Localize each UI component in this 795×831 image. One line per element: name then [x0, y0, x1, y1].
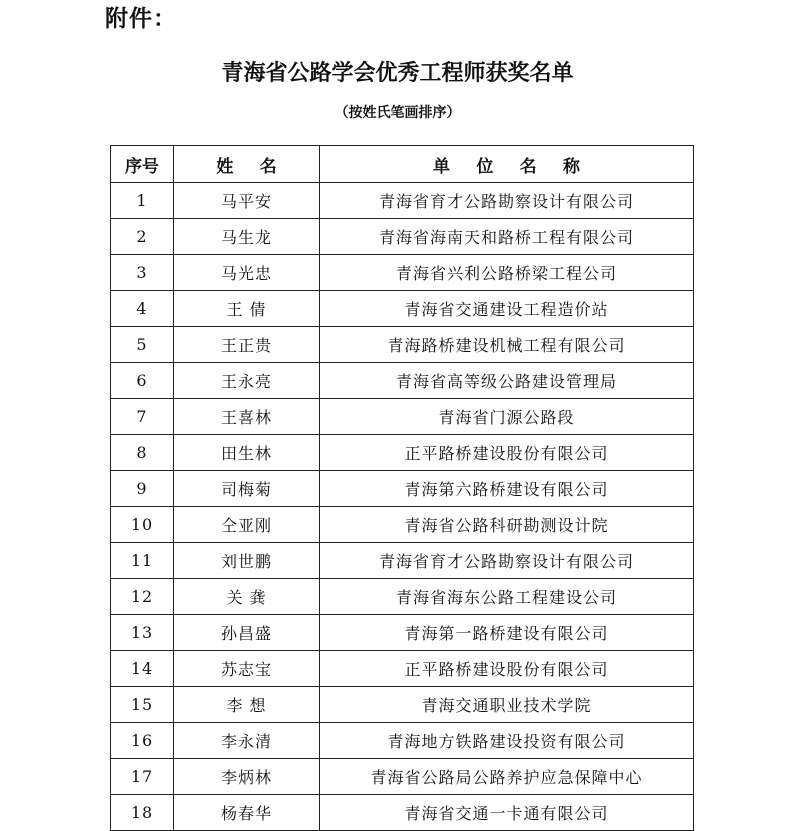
- unit-cell: 青海省交通建设工程造价站: [320, 291, 694, 327]
- serial-cell: 18: [111, 795, 174, 831]
- name-cell: 关 龚: [174, 579, 320, 615]
- unit-cell: 正平路桥建设股份有限公司: [320, 651, 694, 687]
- unit-cell: 青海省门源公路段: [320, 399, 694, 435]
- table-row: [111, 471, 694, 507]
- unit-cell: 青海地方铁路建设投资有限公司: [320, 723, 694, 759]
- unit-cell: 青海交通职业技术学院: [320, 687, 694, 723]
- serial-cell: 5: [111, 327, 174, 363]
- serial-cell: 14: [111, 651, 174, 687]
- serial-cell: 3: [111, 255, 174, 291]
- serial-cell: 11: [111, 543, 174, 579]
- name-cell: 刘世鹏: [174, 543, 320, 579]
- name-cell: 田生林: [174, 435, 320, 471]
- table-row: [111, 399, 694, 435]
- serial-cell: 15: [111, 687, 174, 723]
- name-cell: 王永亮: [174, 363, 320, 399]
- table-row: [111, 615, 694, 651]
- serial-cell: 8: [111, 435, 174, 471]
- name-cell: 司梅菊: [174, 471, 320, 507]
- unit-cell: 青海省海南天和路桥工程有限公司: [320, 219, 694, 255]
- name-cell: 王正贵: [174, 327, 320, 363]
- unit-cell: 青海省公路局公路养护应急保障中心: [320, 759, 694, 795]
- unit-cell: 青海省交通一卡通有限公司: [320, 795, 694, 831]
- table-row: [111, 579, 694, 615]
- name-cell: 马平安: [174, 183, 320, 219]
- name-cell: 李 想: [174, 687, 320, 723]
- document-title: 青海省公路学会优秀工程师获奖名单: [221, 61, 574, 86]
- name-cell: 苏志宝: [174, 651, 320, 687]
- name-cell: 仝亚刚: [174, 507, 320, 543]
- serial-cell: 7: [111, 399, 174, 435]
- serial-cell: 13: [111, 615, 174, 651]
- table-header-row: [111, 146, 694, 183]
- unit-cell: 青海第六路桥建设有限公司: [320, 471, 694, 507]
- serial-cell: 2: [111, 219, 174, 255]
- unit-cell: 青海省公路科研勘测设计院: [320, 507, 694, 543]
- table-row: [111, 183, 694, 219]
- serial-cell: 1: [111, 183, 174, 219]
- serial-cell: 17: [111, 759, 174, 795]
- table-row: [111, 363, 694, 399]
- name-cell: 孙昌盛: [174, 615, 320, 651]
- unit-cell: 正平路桥建设股份有限公司: [320, 435, 694, 471]
- column-header-unit: 单 位 名 称: [320, 146, 694, 183]
- name-cell: 杨春华: [174, 795, 320, 831]
- attachment-label: 附件：: [105, 6, 177, 32]
- unit-cell: 青海省育才公路勘察设计有限公司: [320, 183, 694, 219]
- table-row: [111, 543, 694, 579]
- serial-cell: 12: [111, 579, 174, 615]
- unit-cell: 青海省高等级公路建设管理局: [320, 363, 694, 399]
- name-cell: 马生龙: [174, 219, 320, 255]
- table-row: [111, 435, 694, 471]
- unit-cell: 青海第一路桥建设有限公司: [320, 615, 694, 651]
- table-row: [111, 507, 694, 543]
- name-cell: 王喜林: [174, 399, 320, 435]
- document-subtitle: （按姓氏笔画排序）: [334, 105, 461, 121]
- column-header-name: 姓 名: [174, 146, 320, 183]
- serial-cell: 6: [111, 363, 174, 399]
- table-row: [111, 651, 694, 687]
- serial-cell: 4: [111, 291, 174, 327]
- table-row: [111, 723, 694, 759]
- table-row: [111, 291, 694, 327]
- column-header-serial: 序号: [111, 146, 174, 183]
- name-cell: 李炳林: [174, 759, 320, 795]
- table-row: [111, 219, 694, 255]
- serial-cell: 16: [111, 723, 174, 759]
- name-cell: 李永清: [174, 723, 320, 759]
- table-row: [111, 795, 694, 831]
- unit-cell: 青海省育才公路勘察设计有限公司: [320, 543, 694, 579]
- serial-cell: 10: [111, 507, 174, 543]
- table-row: [111, 327, 694, 363]
- award-roster-table: [110, 145, 694, 831]
- table-row: [111, 759, 694, 795]
- unit-cell: 青海省兴利公路桥梁工程公司: [320, 255, 694, 291]
- unit-cell: 青海路桥建设机械工程有限公司: [320, 327, 694, 363]
- table-row: [111, 255, 694, 291]
- unit-cell: 青海省海东公路工程建设公司: [320, 579, 694, 615]
- table-row: [111, 687, 694, 723]
- name-cell: 马光忠: [174, 255, 320, 291]
- name-cell: 王 倩: [174, 291, 320, 327]
- serial-cell: 9: [111, 471, 174, 507]
